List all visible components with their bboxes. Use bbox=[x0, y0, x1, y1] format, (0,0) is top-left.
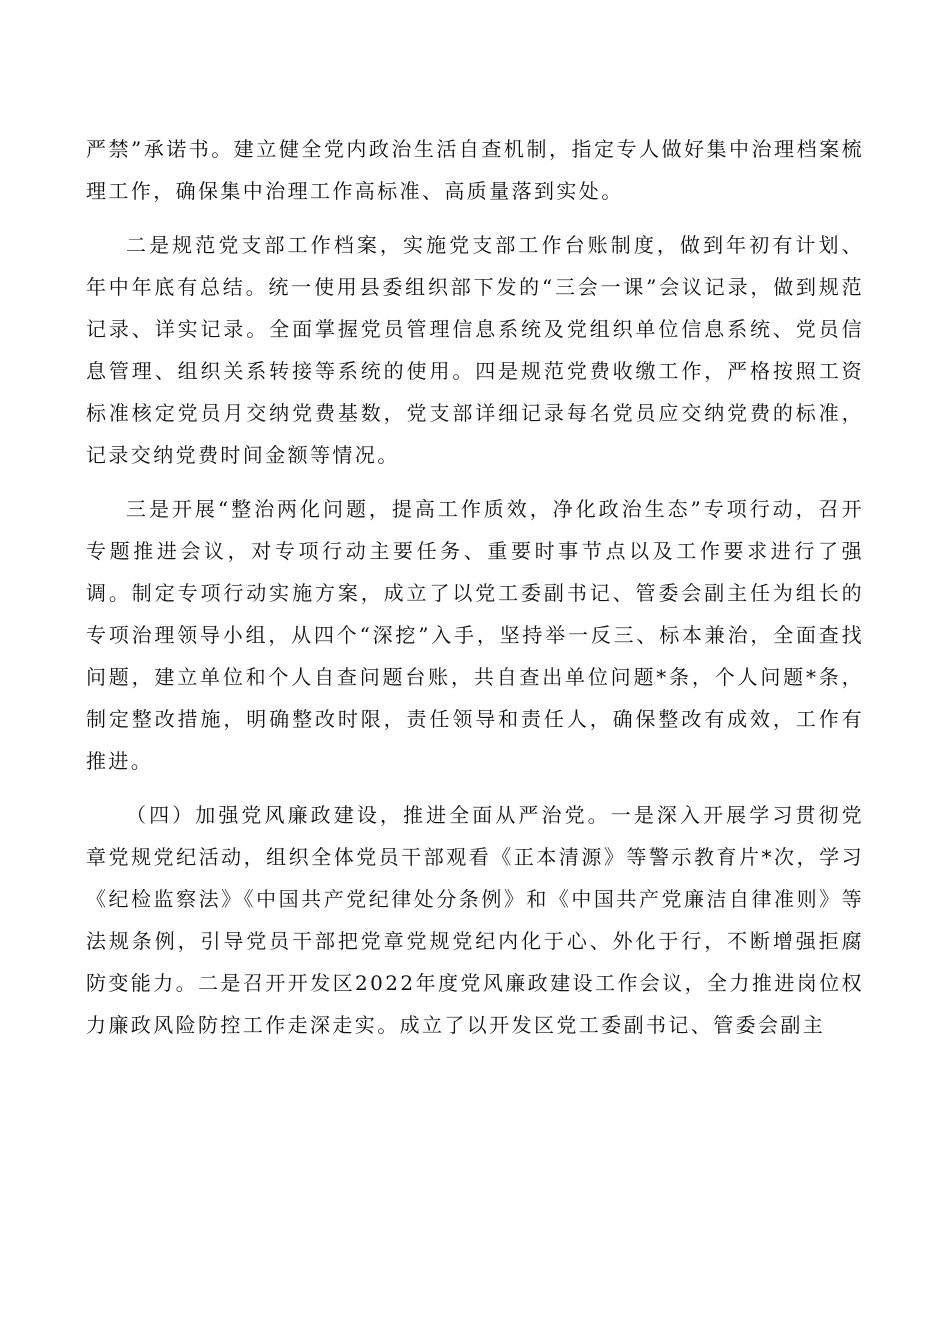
document-body bbox=[86, 128, 864, 1058]
paragraph-4: （四）加强党风廉政建设，推进全面从严治党。一是深入开展学习贯彻党章党规党纪活动，组织全体党员干部观看《正本清源》等警示教育片*次，学习《纪检监察法》《中国共产党纪律处分条例》和《中国共产党廉洁自律准则》等法规条例，引导党员干部把党章党规党纪内化于心、外化于行，不断增强拒腐防变能力。二是召开开发区2022年度党风廉政建设工作会议，全力推进岗位权力廉政风险防控工作走深走实。成立了以开发区党工委副书记、管委会副主 bbox=[86, 803, 864, 1037]
paragraph-3: 三是开展“整治两化问题，提高工作质效，净化政治生态”专项行动，召开专题推进会议，对专项行动主要任务、重要时事节点以及工作要求进行了强调。制定专项行动实施方案，成立了以党工委副书记、管委会副主任为组长的专项治理领导小组，从四个“深挖”入手，坚持举一反三、标本兼治，全面查找问题，建立单位和个人自查问题台账，共自查出单位问题*条，个人问题*条，制定整改措施，明确整改时限，责任领导和责任人，确保整改有成效，工作有推进。 bbox=[86, 497, 864, 773]
paragraph-1: 严禁”承诺书。建立健全党内政治生活自查机制，指定专人做好集中治理档案梳理工作，确保集中治理工作高标准、高质量落到实处。 bbox=[86, 137, 864, 203]
paragraph-2: 二是规范党支部工作档案，实施党支部工作台账制度，做到年初有计划、年中年底有总结。统一使用县委组织部下发的“三会一课”会议记录，做到规范记录、详实记录。全面掌握党员管理信息系统及党组织单位信息系统、党员信息管理、组织关系转接等系统的使用。四是规范党费收缴工作，严格按照工资标准核定党员月交纳党费基数，党支部详细记录每名党员应交纳党费的标准，记录交纳党费时间金额等情况。 bbox=[86, 233, 864, 467]
